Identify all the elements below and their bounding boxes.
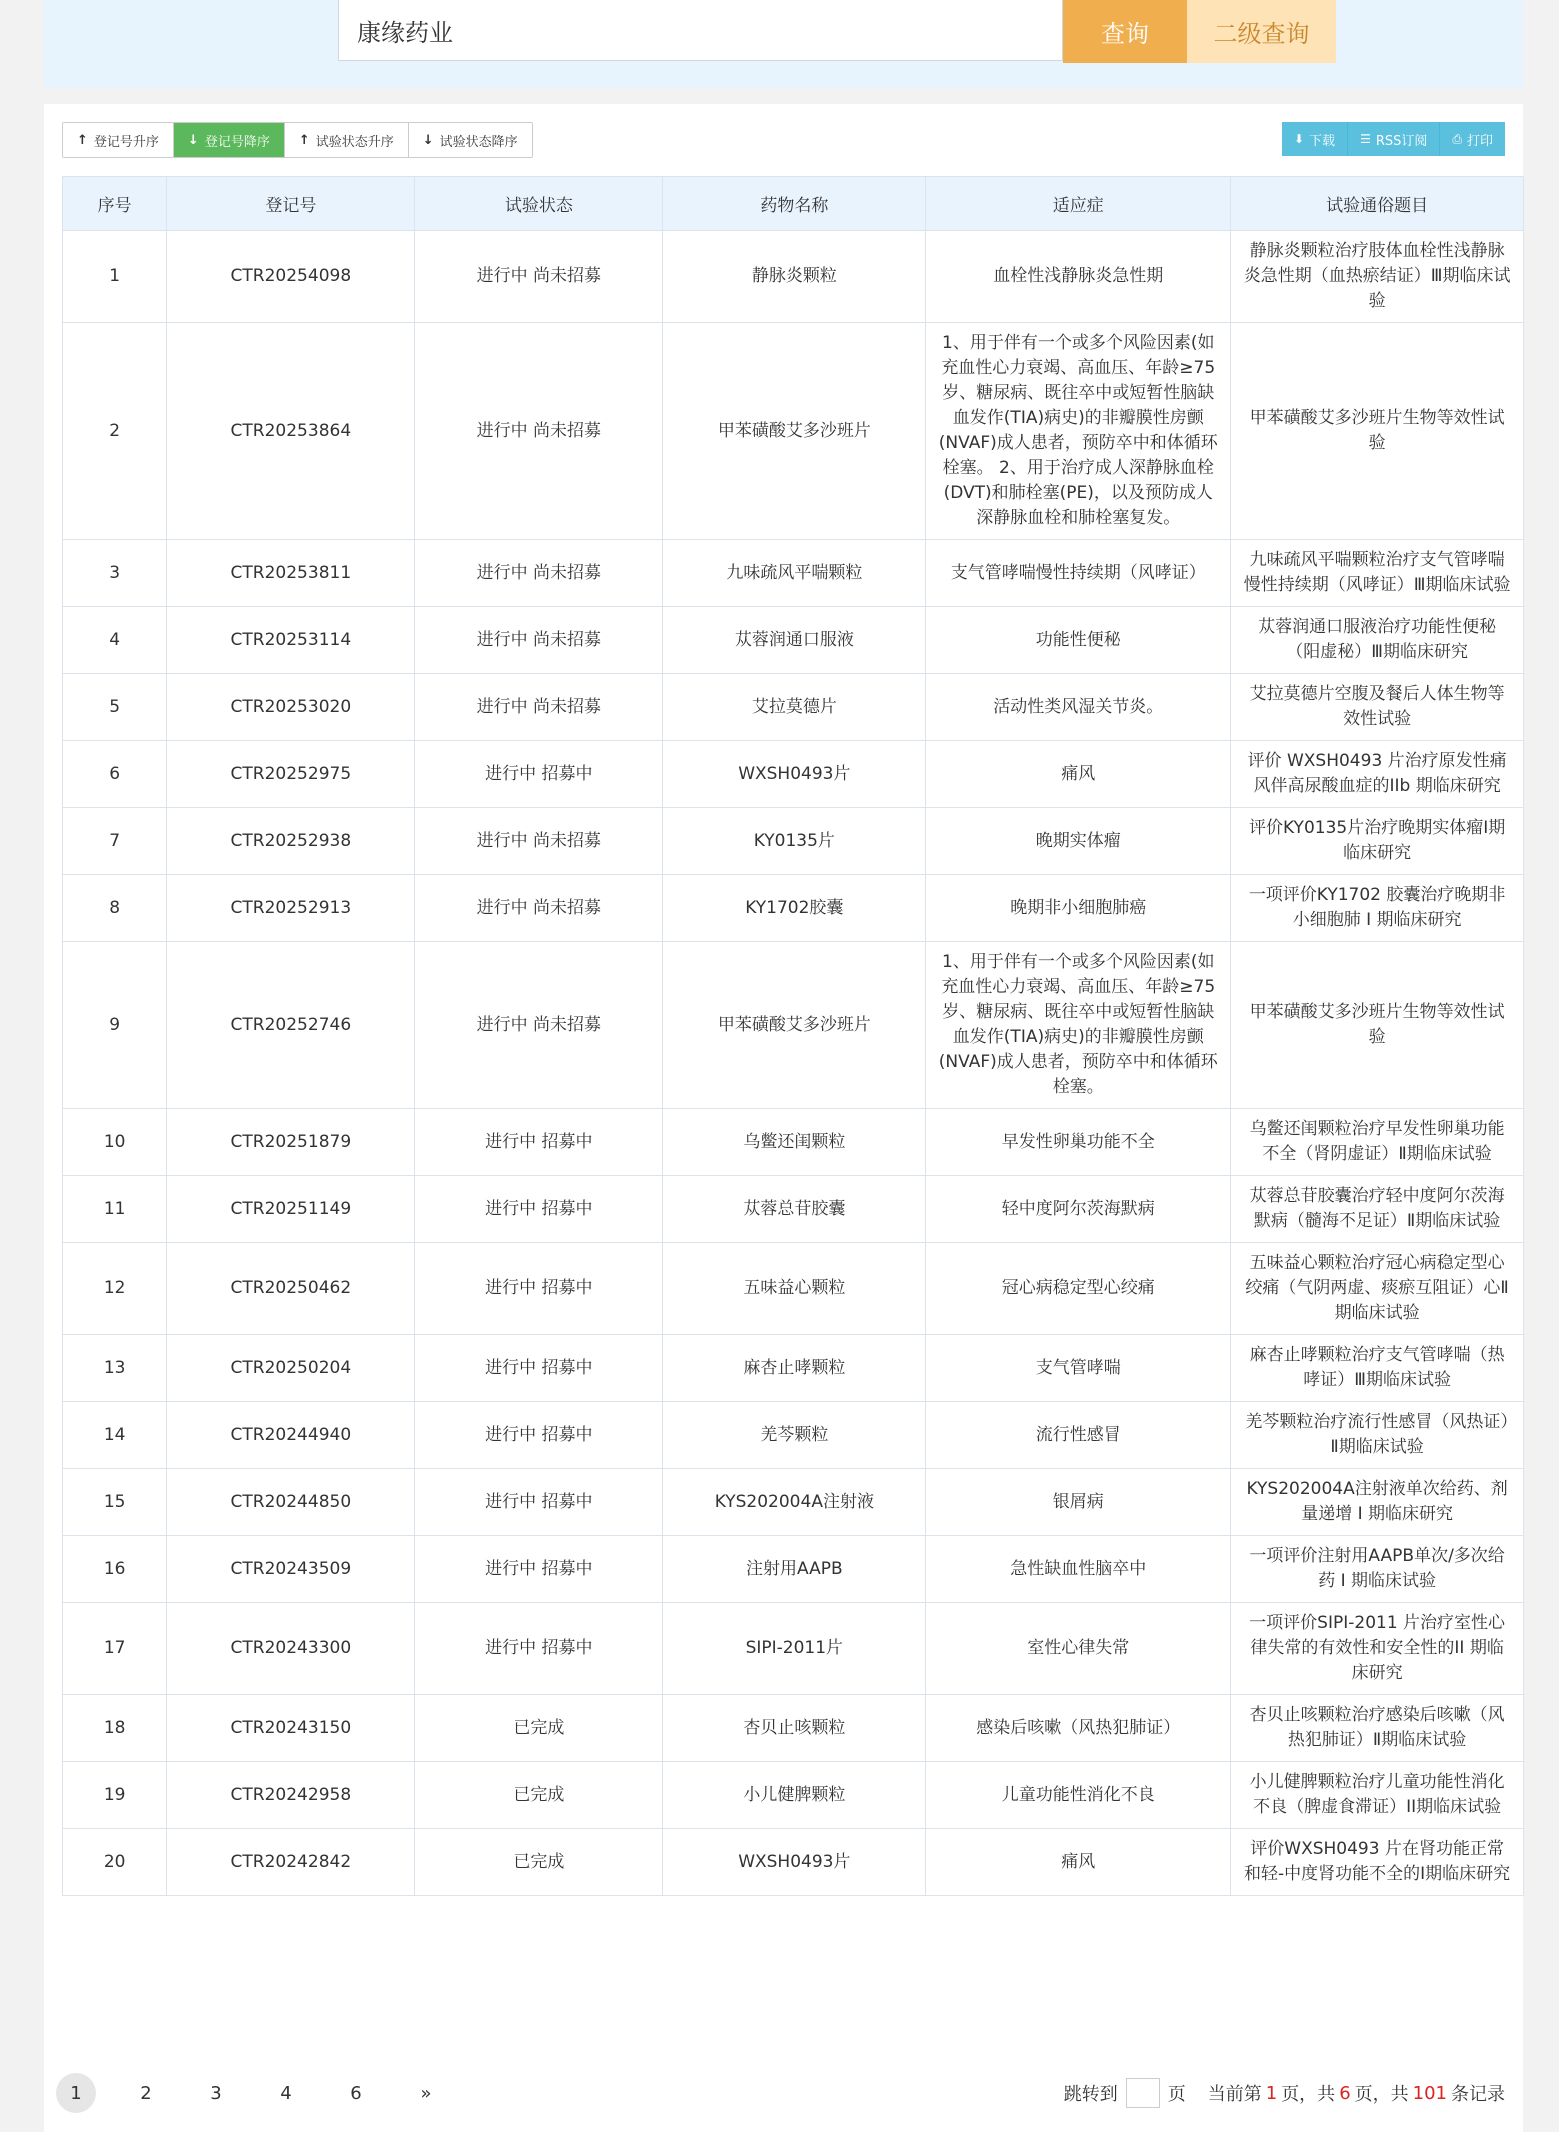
cell-status: 进行中 招募中 [415, 1603, 663, 1695]
download-button[interactable] [1282, 122, 1348, 156]
cell-indication: 血栓性浅静脉炎急性期 [926, 231, 1231, 323]
download-icon: ⬇ [1293, 132, 1305, 146]
sort-button-label: 试验状态升序 [315, 134, 394, 150]
cell-reg-no[interactable]: CTR20243150 [167, 1695, 415, 1762]
cell-reg-no[interactable]: CTR20251149 [167, 1176, 415, 1243]
cell-indication: 支气管哮喘慢性持续期（风哮证） [926, 540, 1231, 607]
search-band [44, 0, 1523, 88]
info-mid-pages: 页，共 [1281, 2084, 1336, 2105]
cell-status: 进行中 尚未招募 [415, 674, 663, 741]
cell-title: 一项评价SIPI-2011 片治疗室性心律失常的有效性和安全性的II 期临床研究 [1231, 1603, 1524, 1695]
cell-status: 进行中 尚未招募 [415, 875, 663, 942]
cell-status: 进行中 尚未招募 [415, 808, 663, 875]
cell-reg-no[interactable]: CTR20243300 [167, 1603, 415, 1695]
cell-status: 进行中 招募中 [415, 1402, 663, 1469]
cell-index: 20 [63, 1829, 167, 1896]
cell-drug-name: WXSH0493片 [663, 741, 926, 808]
page-button-4[interactable]: 4 [280, 2082, 292, 2104]
table-row[interactable] [63, 1109, 1524, 1176]
cell-indication: 银屑病 [926, 1469, 1231, 1536]
cell-reg-no[interactable]: CTR20244850 [167, 1469, 415, 1536]
cell-drug-name: 艾拉莫德片 [663, 674, 926, 741]
table-row[interactable] [63, 1469, 1524, 1536]
sort-regno-desc-button[interactable] [174, 123, 285, 157]
cell-index: 17 [63, 1603, 167, 1695]
cell-title: 五味益心颗粒治疗冠心病稳定型心绞痛（气阴两虚、痰瘀互阻证）心Ⅱ期临床试验 [1231, 1243, 1524, 1335]
cell-drug-name: 苁蓉润通口服液 [663, 607, 926, 674]
total-records-number: 101 [1412, 2082, 1447, 2104]
cell-title: 甲苯磺酸艾多沙班片生物等效性试验 [1231, 323, 1524, 540]
cell-drug-name: 小儿健脾颗粒 [663, 1762, 926, 1829]
col-header-indication: 适应症 [926, 177, 1231, 231]
cell-drug-name: 甲苯磺酸艾多沙班片 [663, 323, 926, 540]
cell-status: 进行中 尚未招募 [415, 540, 663, 607]
cell-indication: 痛风 [926, 741, 1231, 808]
table-row[interactable] [63, 1176, 1524, 1243]
cell-reg-no[interactable]: CTR20253020 [167, 674, 415, 741]
info-suffix: 条记录 [1451, 2084, 1505, 2105]
cell-index: 13 [63, 1335, 167, 1402]
action-button-label: 打印 [1466, 133, 1493, 149]
total-pages-number: 6 [1339, 2082, 1351, 2104]
cell-index: 5 [63, 674, 167, 741]
table-row[interactable] [63, 1762, 1524, 1829]
cell-drug-name: SIPI-2011片 [663, 1603, 926, 1695]
cell-status: 进行中 招募中 [415, 1335, 663, 1402]
cell-status: 进行中 招募中 [415, 1536, 663, 1603]
cell-title: KYS202004A注射液单次给药、剂量递增 I 期临床研究 [1231, 1469, 1524, 1536]
pagination [56, 2072, 446, 2114]
table-row[interactable] [63, 808, 1524, 875]
cell-index: 9 [63, 942, 167, 1109]
cell-drug-name: 九味疏风平喘颗粒 [663, 540, 926, 607]
cell-drug-name: KY1702胶囊 [663, 875, 926, 942]
table-row[interactable] [63, 1603, 1524, 1695]
cell-drug-name: WXSH0493片 [663, 1829, 926, 1896]
cell-reg-no[interactable]: CTR20252913 [167, 875, 415, 942]
cell-drug-name: 麻杏止哮颗粒 [663, 1335, 926, 1402]
cell-indication: 1、用于伴有一个或多个风险因素(如充血性心力衰竭、高血压、年龄≥75岁、糖尿病、既往卒中或短暂性脑缺血发作(TIA)病史)的非瓣膜性房颤(NVAF)成人患者，预防卒中和体循环栓塞。 2、用于治疗成人深静脉血栓(DVT)和肺栓塞(PE)，以及预防成人深静脉血栓和肺栓塞复发。 [926, 323, 1231, 540]
cell-title: 静脉炎颗粒治疗肢体血栓性浅静脉炎急性期（血热瘀结证）Ⅲ期临床试验 [1231, 231, 1524, 323]
table-row[interactable] [63, 540, 1524, 607]
cell-indication: 功能性便秘 [926, 607, 1231, 674]
cell-reg-no[interactable]: CTR20253114 [167, 607, 415, 674]
table-row[interactable] [63, 607, 1524, 674]
col-header-title: 试验通俗题目 [1231, 177, 1524, 231]
cell-title: 乌鳖还闺颗粒治疗早发性卵巢功能不全（肾阴虚证）Ⅱ期临床试验 [1231, 1109, 1524, 1176]
secondary-query-button[interactable]: 二级查询 [1187, 0, 1336, 63]
cell-index: 3 [63, 540, 167, 607]
table-row[interactable] [63, 875, 1524, 942]
table-body [63, 231, 1524, 1896]
cell-indication: 感染后咳嗽（风热犯肺证） [926, 1695, 1231, 1762]
table-row[interactable] [63, 1402, 1524, 1469]
cell-indication: 活动性类风湿关节炎。 [926, 674, 1231, 741]
cell-title: 评价WXSH0493 片在肾功能正常和轻-中度肾功能不全的I期临床研究 [1231, 1829, 1524, 1896]
cell-drug-name: 苁蓉总苷胶囊 [663, 1176, 926, 1243]
cell-drug-name: 羌芩颗粒 [663, 1402, 926, 1469]
cell-indication: 1、用于伴有一个或多个风险因素(如充血性心力衰竭、高血压、年龄≥75岁、糖尿病、既往卒中或短暂性脑缺血发作(TIA)病史)的非瓣膜性房颤(NVAF)成人患者，预防卒中和体循环栓塞。 [926, 942, 1231, 1109]
jump-page-input[interactable] [1126, 2078, 1160, 2108]
page-button-3[interactable]: 3 [210, 2082, 222, 2104]
sort-button-label: 登记号升序 [93, 134, 159, 150]
cell-drug-name: KY0135片 [663, 808, 926, 875]
info-prefix: 当前第 [1207, 2084, 1262, 2105]
arrow-down-icon: ↓ [187, 132, 199, 148]
arrow-up-icon: ↑ [298, 132, 310, 148]
table-row[interactable] [63, 674, 1524, 741]
cell-indication: 室性心律失常 [926, 1603, 1231, 1695]
sort-button-label: 登记号降序 [204, 134, 270, 150]
cell-title: 甲苯磺酸艾多沙班片生物等效性试验 [1231, 942, 1524, 1109]
cell-reg-no[interactable]: CTR20243509 [167, 1536, 415, 1603]
cell-title: 苁蓉总苷胶囊治疗轻中度阿尔茨海默病（髓海不足证）Ⅱ期临床试验 [1231, 1176, 1524, 1243]
cell-indication: 痛风 [926, 1829, 1231, 1896]
cell-title: 苁蓉润通口服液治疗功能性便秘（阳虚秘）Ⅲ期临床研究 [1231, 607, 1524, 674]
cell-status: 已完成 [415, 1762, 663, 1829]
cell-index: 14 [63, 1402, 167, 1469]
cell-index: 1 [63, 231, 167, 323]
cell-status: 进行中 尚未招募 [415, 607, 663, 674]
query-button[interactable]: 查询 [1063, 0, 1187, 63]
cell-index: 12 [63, 1243, 167, 1335]
cell-status: 进行中 尚未招募 [415, 231, 663, 323]
cell-drug-name: 甲苯磺酸艾多沙班片 [663, 942, 926, 1109]
cell-reg-no[interactable]: CTR20242842 [167, 1829, 415, 1896]
cell-drug-name: 杏贝止咳颗粒 [663, 1695, 926, 1762]
cell-drug-name: KYS202004A注射液 [663, 1469, 926, 1536]
cell-index: 16 [63, 1536, 167, 1603]
cell-title: 一项评价注射用AAPB单次/多次给药 I 期临床试验 [1231, 1536, 1524, 1603]
table-row[interactable] [63, 1243, 1524, 1335]
cell-status: 已完成 [415, 1695, 663, 1762]
cell-title: 羌芩颗粒治疗流行性感冒（风热证）Ⅱ期临床试验 [1231, 1402, 1524, 1469]
cell-reg-no[interactable]: CTR20250204 [167, 1335, 415, 1402]
page-button-1[interactable]: 1 [56, 2073, 96, 2113]
search-bar [338, 0, 1336, 63]
cell-status: 进行中 尚未招募 [415, 942, 663, 1109]
pagination-info [1064, 2072, 1505, 2114]
sort-regno-asc-button[interactable] [63, 123, 174, 157]
cell-index: 11 [63, 1176, 167, 1243]
cell-indication: 冠心病稳定型心绞痛 [926, 1243, 1231, 1335]
cell-index: 8 [63, 875, 167, 942]
table-row[interactable] [63, 1335, 1524, 1402]
cell-status: 进行中 招募中 [415, 1109, 663, 1176]
table-row[interactable] [63, 942, 1524, 1109]
search-input[interactable] [338, 0, 1063, 61]
cell-indication: 轻中度阿尔茨海默病 [926, 1176, 1231, 1243]
info-mid-records: 页，共 [1354, 2084, 1409, 2105]
sort-status-asc-button[interactable] [285, 123, 409, 157]
cell-indication: 晚期实体瘤 [926, 808, 1231, 875]
cell-status: 进行中 招募中 [415, 1176, 663, 1243]
cell-reg-no[interactable]: CTR20253864 [167, 323, 415, 540]
cell-index: 2 [63, 323, 167, 540]
print-icon: ⎙ [1452, 131, 1462, 146]
sort-toolbar [62, 122, 533, 158]
cell-status: 进行中 招募中 [415, 1469, 663, 1536]
cell-reg-no[interactable]: CTR20252938 [167, 808, 415, 875]
cell-indication: 儿童功能性消化不良 [926, 1762, 1231, 1829]
arrow-up-icon: ↑ [77, 132, 88, 148]
page-unit-label: 页 [1167, 2084, 1186, 2105]
cell-drug-name: 注射用AAPB [663, 1536, 926, 1603]
arrow-down-icon: ↓ [422, 132, 434, 148]
cell-reg-no[interactable]: CTR20242958 [167, 1762, 415, 1829]
cell-status: 进行中 招募中 [415, 1243, 663, 1335]
col-header-reg-no: 登记号 [167, 177, 415, 231]
cell-index: 19 [63, 1762, 167, 1829]
cell-index: 7 [63, 808, 167, 875]
cell-indication: 支气管哮喘 [926, 1335, 1231, 1402]
table-row[interactable] [63, 1695, 1524, 1762]
cell-reg-no[interactable]: CTR20250462 [167, 1243, 415, 1335]
cell-status: 已完成 [415, 1829, 663, 1896]
cell-reg-no[interactable]: CTR20252746 [167, 942, 415, 1109]
cell-indication: 晚期非小细胞肺癌 [926, 875, 1231, 942]
col-header-drug-name: 药物名称 [663, 177, 926, 231]
table-row[interactable] [63, 741, 1524, 808]
results-table [62, 176, 1524, 1896]
table-row[interactable] [63, 323, 1524, 540]
results-panel [44, 104, 1523, 2132]
cell-title: 九味疏风平喘颗粒治疗支气管哮喘慢性持续期（风哮证）Ⅲ期临床试验 [1231, 540, 1524, 607]
cell-title: 艾拉莫德片空腹及餐后人体生物等效性试验 [1231, 674, 1524, 741]
cell-index: 15 [63, 1469, 167, 1536]
cell-reg-no[interactable]: CTR20252975 [167, 741, 415, 808]
cell-reg-no[interactable]: CTR20253811 [167, 540, 415, 607]
action-button-label: RSS订阅 [1375, 133, 1428, 149]
cell-index: 4 [63, 607, 167, 674]
cell-title: 麻杏止哮颗粒治疗支气管哮喘（热哮证）Ⅲ期临床试验 [1231, 1335, 1524, 1402]
cell-status: 进行中 招募中 [415, 741, 663, 808]
table-row[interactable] [63, 231, 1524, 323]
cell-title: 评价KY0135片治疗晚期实体瘤I期临床研究 [1231, 808, 1524, 875]
page-button-6[interactable]: 6 [350, 2082, 362, 2104]
cell-reg-no[interactable]: CTR20251879 [167, 1109, 415, 1176]
cell-title: 小儿健脾颗粒治疗儿童功能性消化不良（脾虚食滞证）II期临床试验 [1231, 1762, 1524, 1829]
cell-title: 一项评价KY1702 胶囊治疗晚期非小细胞肺 I 期临床研究 [1231, 875, 1524, 942]
cell-index: 18 [63, 1695, 167, 1762]
cell-status: 进行中 尚未招募 [415, 323, 663, 540]
cell-indication: 流行性感冒 [926, 1402, 1231, 1469]
table-row[interactable] [63, 1536, 1524, 1603]
cell-drug-name: 五味益心颗粒 [663, 1243, 926, 1335]
cell-reg-no[interactable]: CTR20244940 [167, 1402, 415, 1469]
rss-icon: ☰ [1360, 132, 1371, 146]
next-page-button[interactable]: » [420, 2082, 432, 2104]
jump-label: 跳转到 [1063, 2084, 1118, 2105]
cell-reg-no[interactable]: CTR20254098 [167, 231, 415, 323]
action-toolbar [1282, 122, 1505, 156]
cell-drug-name: 静脉炎颗粒 [663, 231, 926, 323]
rss-button[interactable] [1348, 122, 1440, 156]
page-button-2[interactable]: 2 [140, 2082, 152, 2104]
sort-status-desc-button[interactable] [409, 123, 532, 157]
cell-drug-name: 乌鳖还闺颗粒 [663, 1109, 926, 1176]
print-button[interactable] [1440, 122, 1505, 156]
action-button-label: 下载 [1309, 133, 1336, 149]
table-row[interactable] [63, 1829, 1524, 1896]
cell-title: 杏贝止咳颗粒治疗感染后咳嗽（风热犯肺证）Ⅱ期临床试验 [1231, 1695, 1524, 1762]
sort-button-label: 试验状态降序 [439, 134, 518, 150]
cell-index: 6 [63, 741, 167, 808]
cell-index: 10 [63, 1109, 167, 1176]
cell-title: 评价 WXSH0493 片治疗原发性痛风伴高尿酸血症的IIb 期临床研究 [1231, 741, 1524, 808]
cell-indication: 早发性卵巢功能不全 [926, 1109, 1231, 1176]
cell-indication: 急性缺血性脑卒中 [926, 1536, 1231, 1603]
current-page-number: 1 [1265, 2082, 1278, 2104]
col-header-status: 试验状态 [415, 177, 663, 231]
table-header-row [63, 177, 1524, 231]
col-header-index: 序号 [63, 177, 167, 231]
